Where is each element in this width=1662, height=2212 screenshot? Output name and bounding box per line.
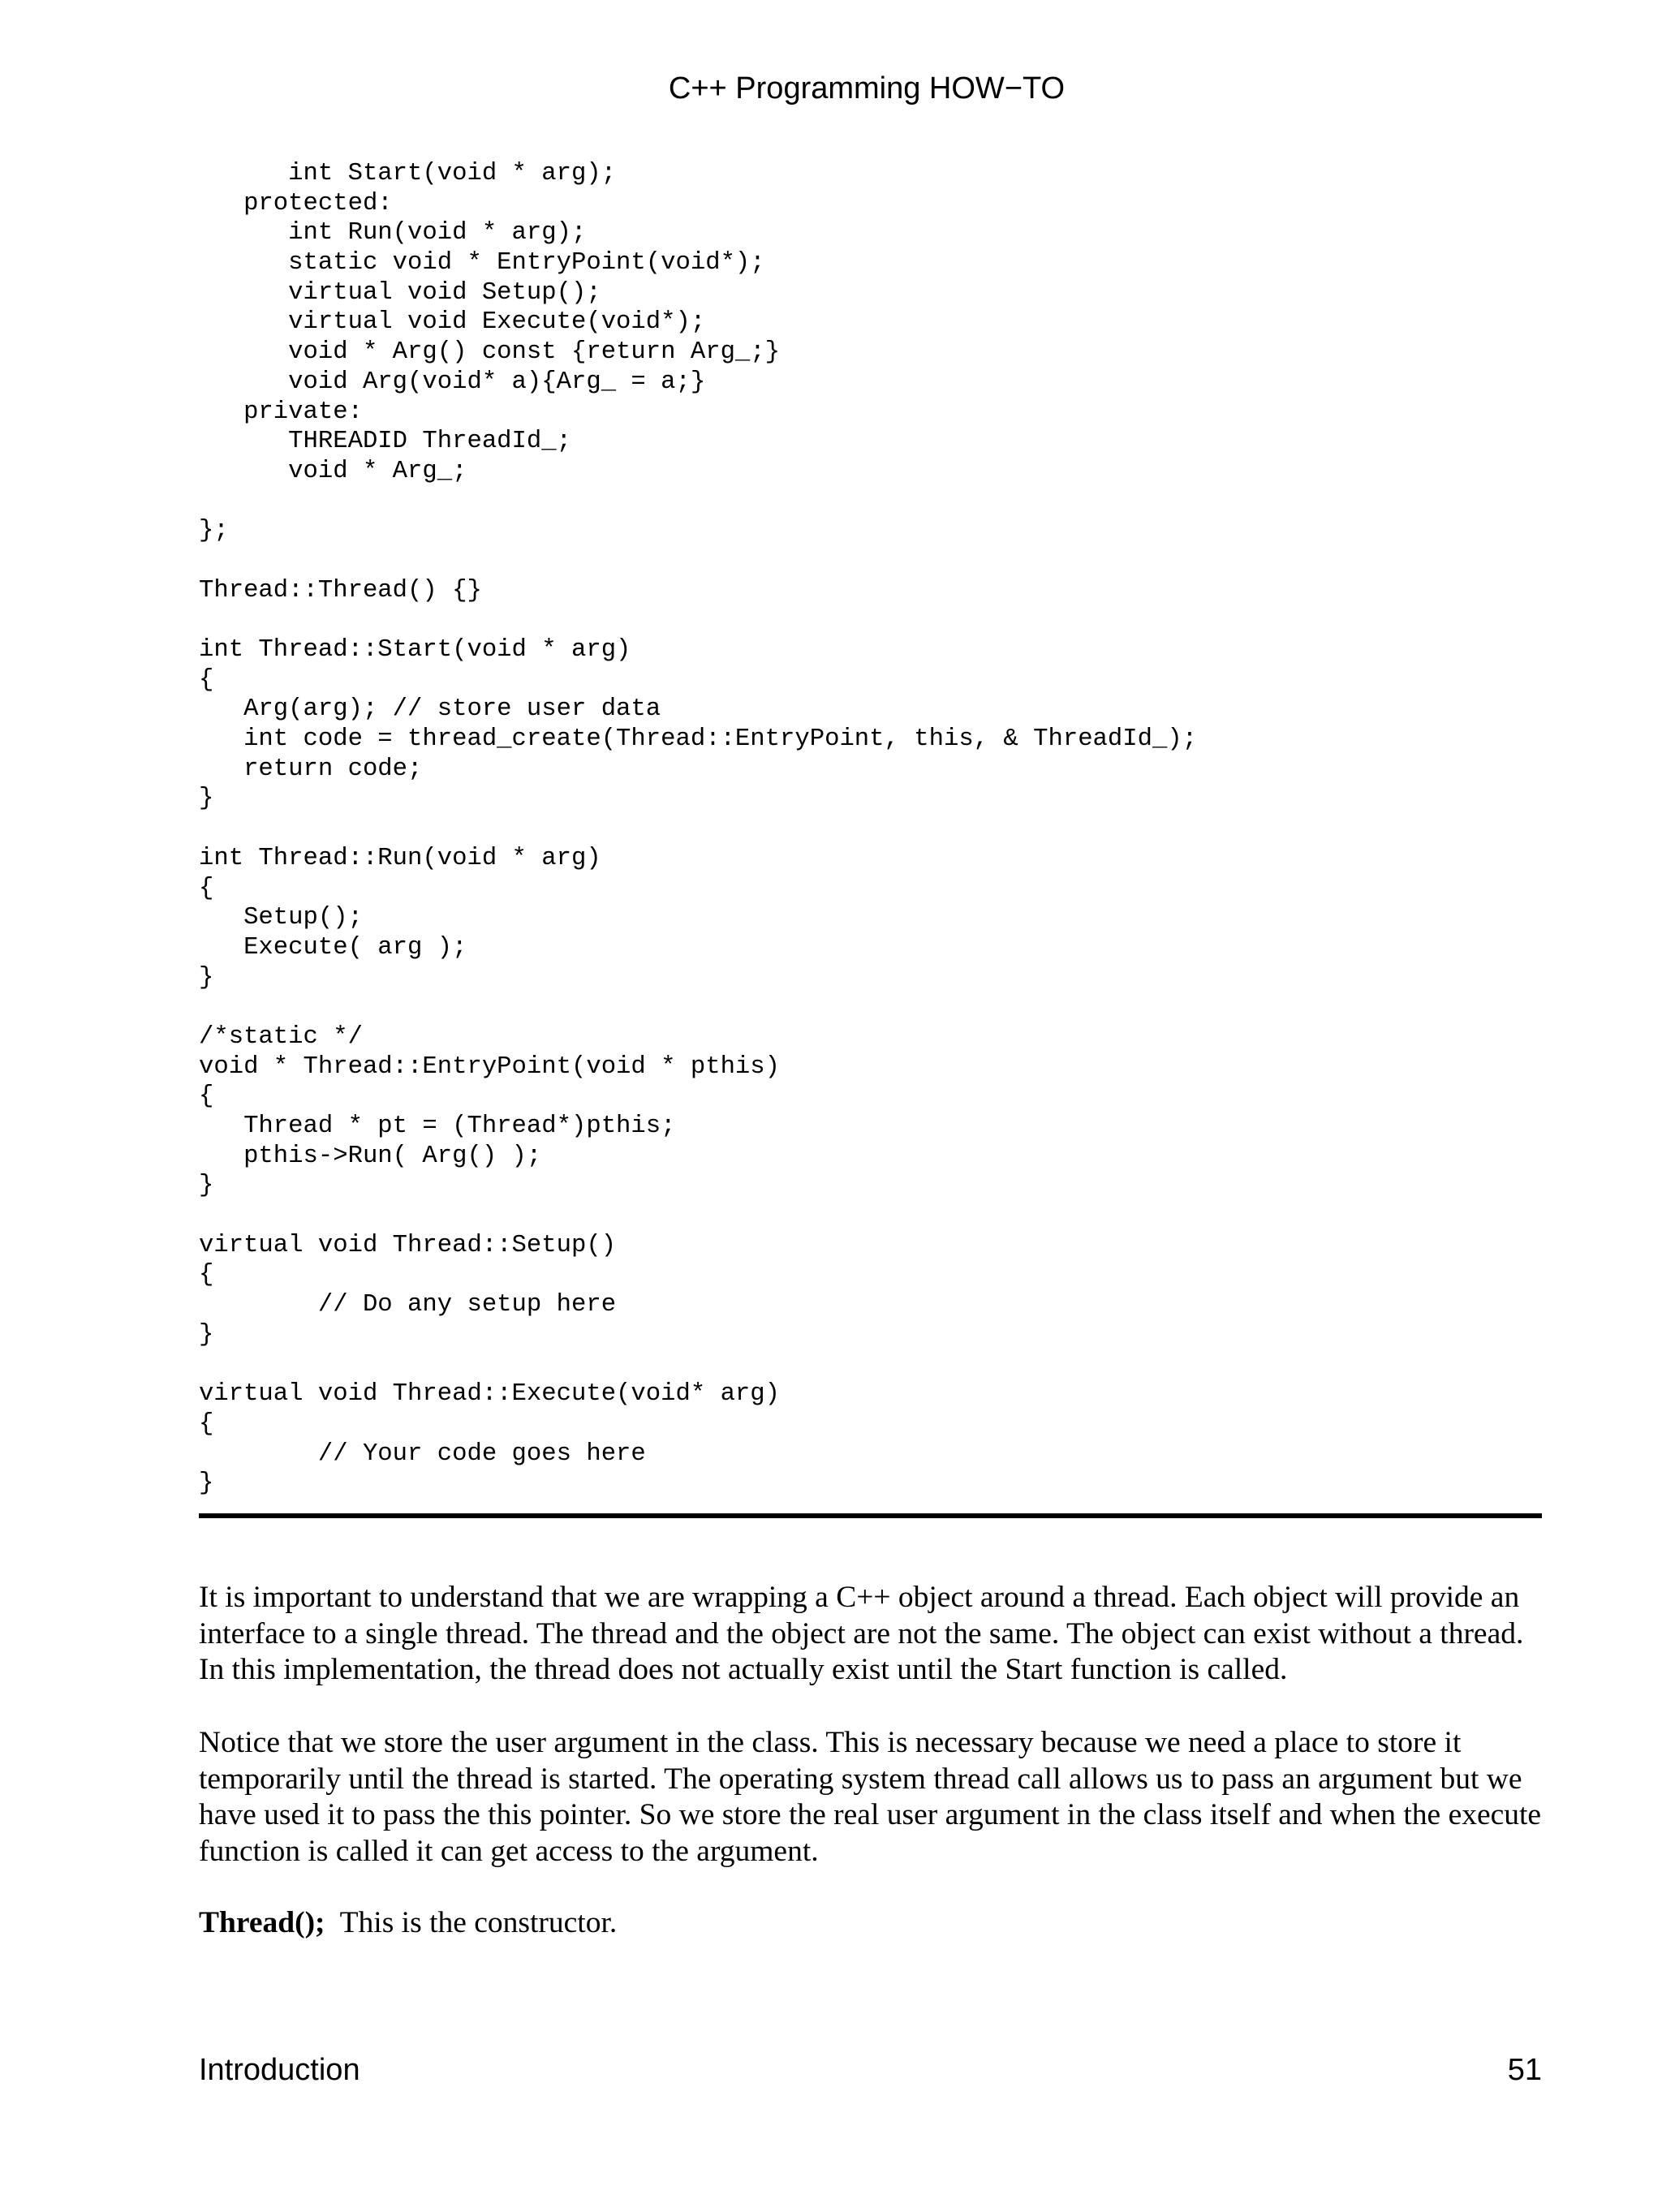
code-line: Setup(); — [199, 904, 363, 932]
code-line — [199, 546, 1197, 576]
code-line: } — [199, 1470, 214, 1498]
constructor-description: This is the constructor. — [325, 1906, 618, 1939]
code-line: { — [199, 1261, 214, 1289]
code-line: } — [199, 1320, 214, 1349]
code-line: return code; — [199, 755, 423, 783]
code-line: private: — [199, 398, 363, 426]
code-line: int Thread::Run(void * arg) — [199, 844, 601, 872]
code-line: virtual void Execute(void*); — [199, 308, 706, 337]
code-line: } — [199, 963, 214, 992]
code-line — [199, 992, 1197, 1022]
code-line: // Do any setup here — [199, 1291, 617, 1319]
code-line: { — [199, 1409, 214, 1438]
code-line: int Thread::Start(void * arg) — [199, 636, 631, 664]
footer-section-name: Introduction — [199, 2053, 360, 2087]
paragraph-constructor — [199, 1905, 1554, 1942]
code-line: void * Arg_; — [199, 457, 467, 485]
code-line: void Arg(void* a){Arg_ = a;} — [199, 368, 706, 396]
code-line: Arg(arg); // store user data — [199, 695, 661, 724]
code-line: { — [199, 1082, 214, 1111]
code-line: Thread * pt = (Thread*)pthis; — [199, 1112, 676, 1140]
code-line — [199, 605, 1197, 635]
code-line: void * Thread::EntryPoint(void * pthis) — [199, 1052, 781, 1081]
code-line: // Your code goes here — [199, 1440, 646, 1468]
code-line: virtual void Thread::Setup() — [199, 1231, 617, 1259]
code-line — [199, 487, 1197, 517]
horizontal-rule — [199, 1513, 1542, 1518]
code-line: protected: — [199, 189, 393, 217]
code-line: Execute( arg ); — [199, 933, 467, 962]
code-line: virtual void Thread::Execute(void* arg) — [199, 1380, 781, 1409]
paragraph-user-argument: Notice that we store the user argument in the class. This is necessary because we need a place to store it temporarily until the thread is started. The operating system thread call allows us to pass an argument but we have used it to pass the this pointer. So we store the real user argument in the class itself and when the execute function is called it can get access to the argument. — [199, 1726, 1542, 1868]
code-line: int Run(void * arg); — [199, 219, 587, 247]
code-line: static void * EntryPoint(void*); — [199, 249, 765, 278]
code-line: }; — [199, 517, 229, 545]
code-line: virtual void Setup(); — [199, 278, 601, 307]
footer-page-number: 51 — [1507, 2053, 1542, 2087]
code-line — [199, 814, 1197, 844]
code-line: { — [199, 665, 214, 694]
page-header-title: C++ Programming HOW−TO — [668, 71, 1066, 105]
code-line: } — [199, 785, 214, 813]
constructor-term: Thread(); — [199, 1906, 325, 1939]
code-line — [199, 1201, 1197, 1231]
code-line: THREADID ThreadId_; — [199, 428, 571, 456]
code-line: { — [199, 874, 214, 902]
code-line: } — [199, 1172, 214, 1200]
code-line — [199, 1350, 1197, 1380]
code-line: pthis->Run( Arg() ); — [199, 1142, 542, 1170]
code-listing — [199, 159, 1197, 1499]
code-line: /*static */ — [199, 1022, 363, 1051]
code-line: void * Arg() const {return Arg_;} — [199, 338, 781, 367]
code-line: int Start(void * arg); — [199, 160, 617, 187]
code-line: int code = thread_create(Thread::EntryPoint, this, & ThreadId_); — [199, 725, 1198, 754]
code-line: Thread::Thread() {} — [199, 576, 482, 605]
paragraph-wrapping-object: It is important to understand that we are wrapping a C++ object around a thread. Each object will provide an interface to a single thread. The thread and the object are not the same. The object can exist without a thread. In this implementation, the thread does not actually exist until the Start function is called. — [199, 1581, 1524, 1686]
